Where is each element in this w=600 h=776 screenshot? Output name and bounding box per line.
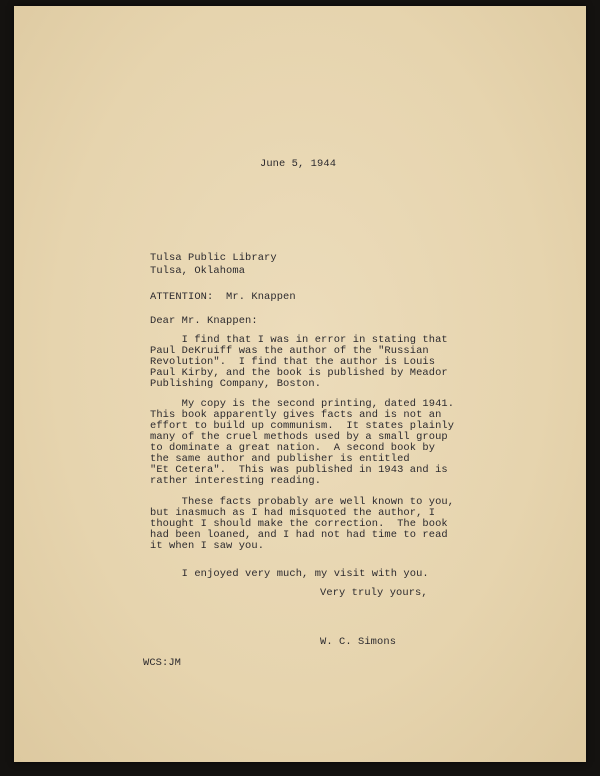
paragraph-1 [150,335,448,390]
paragraph-3-line: but inasmuch as I had misquoted the author, I [150,507,436,519]
recipient-name: Tulsa Public Library [150,252,277,264]
recipient-city: Tulsa, Oklahoma [150,265,246,277]
paragraph-2-line: effort to build up communism. It states plainly [150,420,455,432]
paragraph-2-line: many of the cruel methods used by a small group [150,431,448,443]
paragraph-4: I enjoyed very much, my visit with you. [150,568,429,580]
paragraph-2-line: "Et Cetera". This was published in 1943 and is [150,464,448,476]
paragraph-2-line: This book apparently gives facts and is not an [150,409,442,421]
paragraph-2-line: rather interesting reading. [150,475,322,487]
paragraph-3-line: it when I saw you. [150,540,265,552]
closing: Very truly yours, [320,587,428,599]
letter-date: June 5, 1944 [260,158,337,170]
paragraph-2 [150,399,454,487]
paragraph-1-line: Publishing Company, Boston. [150,378,322,390]
paragraph-1-line: Paul DeKruiff was the author of the "Russian [150,345,429,357]
paragraph-1-line: Revolution". I find that the author is Louis [150,356,436,368]
attention-line: ATTENTION: Mr. Knappen [150,291,296,303]
paragraph-3-line: thought I should make the correction. The book [150,518,448,530]
paragraph-3 [150,497,454,552]
paragraph-2-line: the same author and publisher is entitled [150,453,410,465]
paragraph-3-line: had been loaned, and I had not had time to read [150,529,448,541]
letter-page [14,6,586,762]
salutation: Dear Mr. Knappen: [150,315,258,327]
paragraph-2-line: to dominate a great nation. A second book by [150,442,436,454]
typist-initials: WCS:JM [143,657,182,669]
paragraph-1-line: Paul Kirby, and the book is published by Meador [150,367,448,379]
paragraph-1-line: I find that I was in error in stating that [150,334,448,346]
signature-name: W. C. Simons [320,636,397,648]
paragraph-3-line: These facts probably are well known to you, [150,496,455,508]
paragraph-2-line: My copy is the second printing, dated 1941. [150,398,455,410]
